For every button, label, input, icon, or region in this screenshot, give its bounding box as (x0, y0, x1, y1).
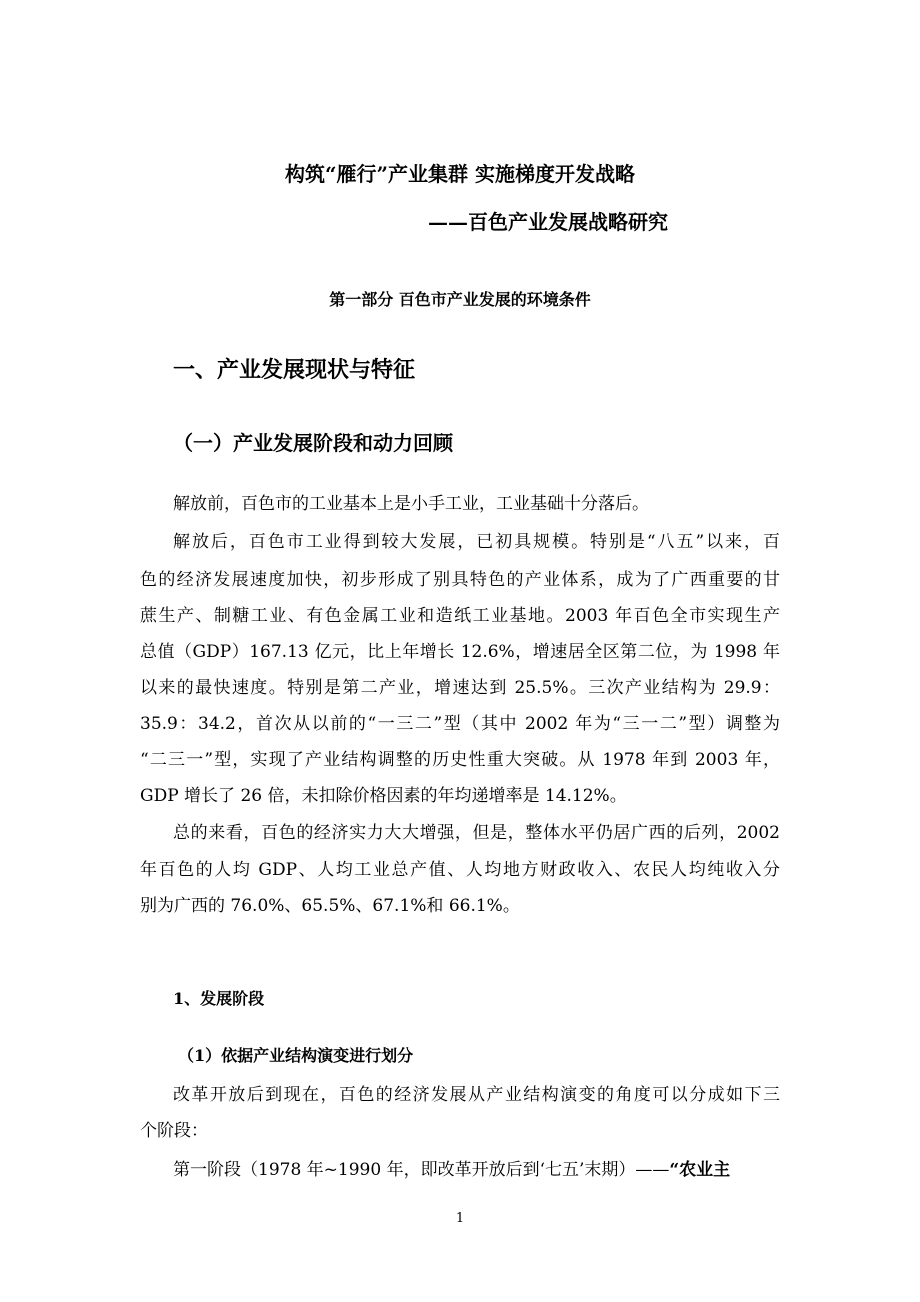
text-line: 色的经济发展速度加快，初步形成了别具特色的产业体系，成为了广西重要的甘 (140, 570, 780, 590)
document-subtitle: ——百色产业发展战略研究 (428, 210, 668, 234)
part-heading: 第一部分 百色市产业发展的环境条件 (329, 290, 591, 309)
stage-one-bold-text: “农业主 (669, 1160, 731, 1180)
section-heading: 一、产业发展现状与特征 (173, 357, 416, 383)
sub-heading-development-stages: 1、发展阶段 (173, 989, 265, 1008)
sub-heading-structure-division: （1）依据产业结构演变进行划分 (178, 1046, 414, 1065)
text-line: 年百色的人均 GDP、人均工业总产值、人均地方财政收入、农民人均纯收入分 (140, 860, 780, 880)
text-line: 别为广西的 76.0%、65.5%、67.1%和 66.1%。 (140, 896, 520, 916)
text-line: “二三一”型，实现了产业结构调整的历史性重大突破。从 1978 年到 2003 年， (140, 750, 780, 770)
text-line: GDP 增长了 26 倍，未扣除价格因素的年均递增率是 14.12%。 (140, 786, 627, 806)
document-title: 构筑“雁行”产业集群 实施梯度开发战略 (285, 162, 635, 186)
text-line: 改革开放后到现在，百色的经济发展从产业结构演变的角度可以分成如下三 (173, 1085, 780, 1105)
text-line: 35.9：34.2，首次从以前的“一三二”型（其中 2002 年为“三一二”型）调整为 (140, 714, 780, 734)
text-line: 以来的最快速度。特别是第二产业，增速达到 25.5%。三次产业结构为 29.9： (140, 678, 780, 698)
text-line: 解放前，百色市的工业基本上是小手工业，工业基础十分落后。 (173, 494, 649, 514)
text-line: 蔗生产、制糖工业、有色金属工业和造纸工业基地。2003 年百色全市实现生产 (140, 606, 780, 626)
page-number: 1 (455, 1211, 465, 1226)
text-line: 总值（GDP）167.13 亿元，比上年增长 12.6%，增速居全区第二位，为 1998 年 (140, 642, 780, 662)
text-line: 总的来看，百色的经济实力大大增强，但是，整体水平仍居广西的后列，2002 (173, 823, 780, 843)
text-line-stage-one (173, 1155, 730, 1180)
subsection-heading: （一）产业发展阶段和动力回顾 (173, 431, 453, 455)
text-line: 解放后，百色市工业得到较大发展，已初具规模。特别是“八五”以来，百 (173, 532, 780, 552)
stage-one-text: 第一阶段（1978 年~1990 年，即改革开放后到‘七五’末期）—— (173, 1160, 670, 1180)
text-line: 个阶段： (140, 1121, 208, 1141)
